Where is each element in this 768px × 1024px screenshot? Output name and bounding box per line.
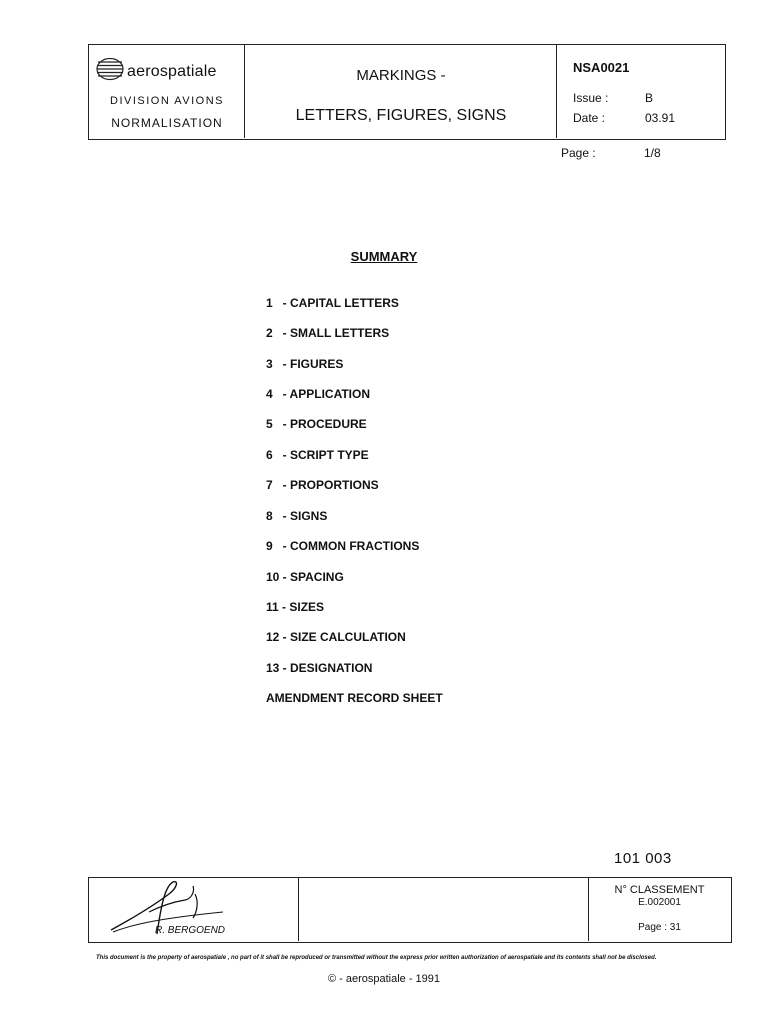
summary-item: 10 - SPACING <box>266 570 344 584</box>
department-label: NORMALISATION <box>111 116 223 130</box>
summary-item: 9 - COMMON FRACTIONS <box>266 539 420 553</box>
footer-middle-cell <box>299 878 589 941</box>
classement-label: N° CLASSEMENT <box>614 884 705 896</box>
summary-title: SUMMARY <box>350 249 418 264</box>
summary-item: 8 - SIGNS <box>266 509 328 523</box>
reference-cell <box>557 45 724 138</box>
summary-item: 7 - PROPORTIONS <box>266 478 379 492</box>
footer-block <box>88 877 732 943</box>
summary-item: 4 - APPLICATION <box>266 387 371 401</box>
logo-cell <box>89 45 245 138</box>
summary-item: 6 - SCRIPT TYPE <box>266 448 369 462</box>
footer-page-number: Page : 31 <box>638 922 681 933</box>
issue-label: Issue : <box>573 91 609 105</box>
header-block <box>88 44 726 140</box>
issue-value: B <box>645 91 654 105</box>
date-label: Date : <box>573 111 606 125</box>
document-number: 101 003 <box>614 850 672 867</box>
property-notice: This document is the property of aerospatiale , no part of it shall be reproduced or transmitted without the express prior written authorization of aerospatiale and its contents shall not be disclosed. <box>96 955 657 961</box>
document-reference: NSA0021 <box>573 60 630 75</box>
summary-item: 5 - PROCEDURE <box>266 417 367 431</box>
page-label: Page : <box>561 146 596 160</box>
brand-name: aerospatiale <box>127 63 217 80</box>
summary-item: AMENDMENT RECORD SHEET <box>266 691 443 705</box>
date-value: 03.91 <box>645 111 676 125</box>
summary-item: 12 - SIZE CALCULATION <box>266 630 406 644</box>
summary-item: 13 - DESIGNATION <box>266 661 373 675</box>
classement-value: E.002001 <box>638 897 681 908</box>
page-value: 1/8 <box>644 146 661 160</box>
document-title-line1: MARKINGS - <box>356 67 446 84</box>
copyright-line: © - aerospatiale - 1991 <box>327 973 441 985</box>
classement-cell <box>589 878 730 941</box>
document-title-line2: LETTERS, FIGURES, SIGNS <box>295 107 507 124</box>
signature-cell <box>89 878 299 941</box>
title-cell <box>245 45 557 138</box>
summary-item: 2 - SMALL LETTERS <box>266 326 390 340</box>
division-label: DIVISION AVIONS <box>110 95 224 107</box>
summary-item: 11 - SIZES <box>266 600 325 614</box>
summary-item: 3 - FIGURES <box>266 357 344 371</box>
aerospatiale-globe-logo <box>95 57 125 81</box>
signer-name: R. BERGOEND <box>155 925 226 936</box>
summary-item: 1 - CAPITAL LETTERS <box>266 296 399 310</box>
